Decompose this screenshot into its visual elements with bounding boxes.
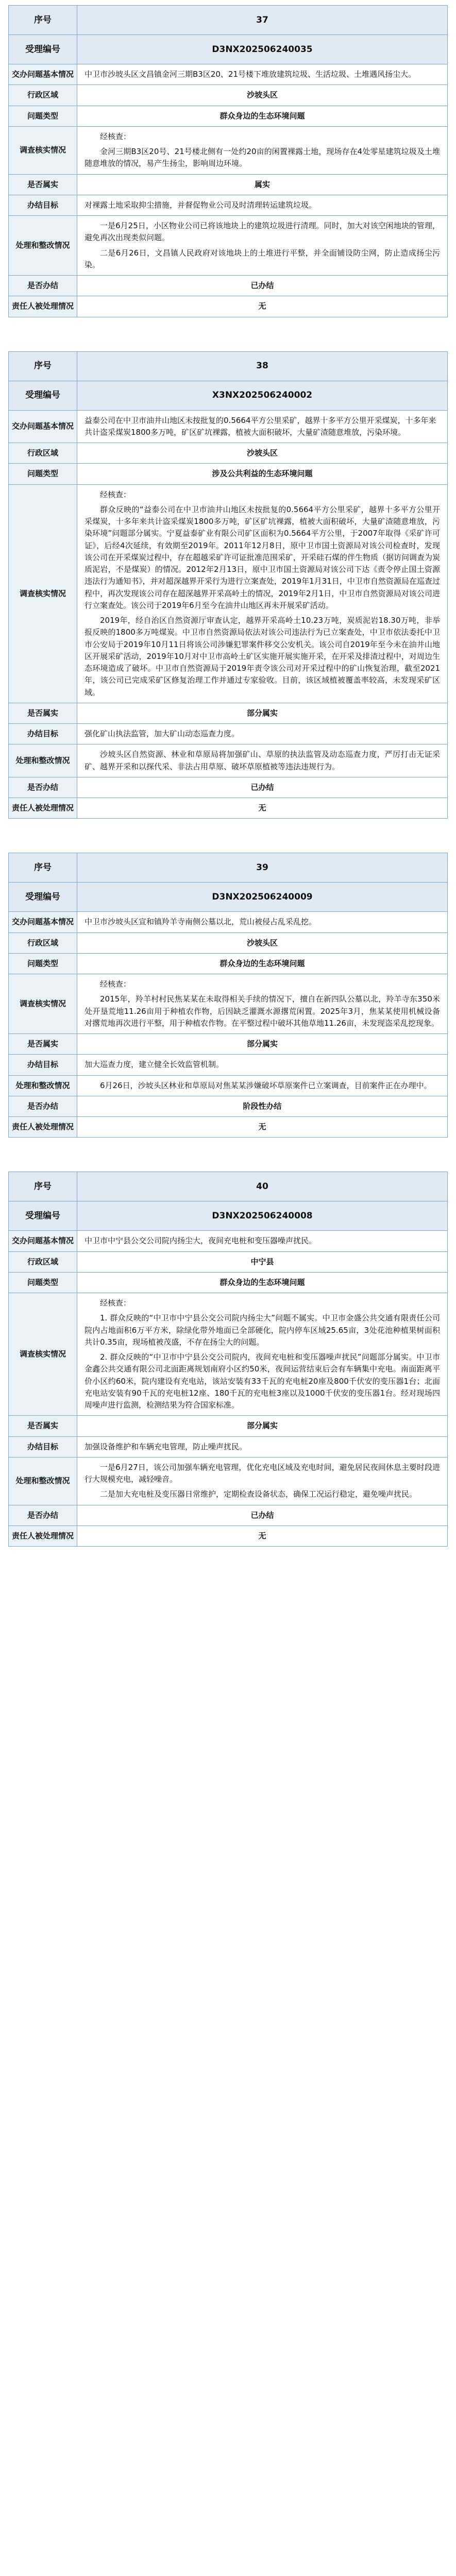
label-no: 受理编号 (9, 35, 77, 64)
label-no: 受理编号 (9, 883, 77, 912)
truth-value: 部分属实 (77, 1034, 448, 1055)
seq-value: 40 (77, 1172, 448, 1201)
verify-content (77, 126, 448, 174)
label-done: 是否办结 (9, 276, 77, 296)
truth-value: 部分属实 (77, 1416, 448, 1436)
handle-content (77, 1075, 448, 1096)
area-value: 沙坡头区 (77, 443, 448, 464)
label-type: 问题类型 (9, 464, 77, 484)
label-done: 是否办结 (9, 1505, 77, 1526)
label-handle: 处理和整改情况 (9, 216, 77, 276)
verify-paragraph: 经核查： (100, 131, 131, 141)
record-table (8, 853, 448, 1138)
label-verify: 调查核实情况 (9, 1293, 77, 1416)
done-value: 已办结 (77, 1505, 448, 1526)
label-handle: 处理和整改情况 (9, 1075, 77, 1096)
goal-value: 对裸露土地采取抑尘措施，并督促物业公司及时清理转运建筑垃圾。 (77, 195, 448, 215)
verify-content (77, 974, 448, 1034)
case-number: X3NX202506240002 (77, 381, 448, 410)
case-number: D3NX202506240008 (77, 1201, 448, 1231)
handle-paragraph: 二是加大充电桩及变压器日常维护，定期检查设备状态，确保工况运行稳定，避免噪声扰民。 (100, 1489, 417, 1499)
case-number: D3NX202506240009 (77, 883, 448, 912)
resp-value: 无 (77, 1526, 448, 1546)
label-area: 行政区域 (9, 443, 77, 464)
handle-content (77, 744, 448, 777)
label-basic: 交办问题基本情况 (9, 1231, 77, 1251)
area-value: 沙坡头区 (77, 85, 448, 106)
verify-paragraph: 经核查： (100, 489, 131, 499)
area-value: 中宁县 (77, 1251, 448, 1272)
label-verify: 调查核实情况 (9, 484, 77, 703)
type-value: 涉及公共利益的生态环境问题 (77, 464, 448, 484)
case-number: D3NX202506240035 (77, 35, 448, 64)
seq-value: 38 (77, 351, 448, 381)
verify-paragraph: 2019年，经自治区自然资源厅审查认定，越界开采高岭土10.23万吨，炭质泥岩18.30万吨，非举报反映的1800多万吨煤炭。中卫市自然资源局依法对该公司违法行为已立案查处，中卫市依法委托中卫市公安局于2019年10月11日将该公司涉嫌犯罪案件移交公安机关。该公司自2019年至今未在油井山地区开展采矿活动，2019年10月对中卫市高岭土矿区实施开展实施开采，在开采及排渣过程中，对周边生态环境造成了破坏。中卫市自然资源局于2019年责令该公司对开采过程中的矿山恢复治理，截至2021年，该公司已完成采矿区修复治理工作并通过专家验收。目前，该区域植被覆盖率较高，未发现采矿区域。 (85, 616, 440, 697)
label-basic: 交办问题基本情况 (9, 64, 77, 85)
verify-paragraph: 经核查： (100, 979, 131, 989)
verify-content (77, 1293, 448, 1416)
verify-paragraph: 2. 群众反映的“中卫市中宁县公交公司院内，夜间充电桩和变压器噪声扰民”问题部分属实。中卫市金鑫公共交通有限公司北面距离规划南府小区约50米，夜间运营结束后会有车辆集中充电。南面距离平价小区约60米，院内建设有充电站，该站安装有33千瓦的充电桩20座及800千伏安的变压器1台；北面充电站安装有90千瓦的充电桩12座、180千瓦的充电桩3座以及1000千伏安的变压器1台。经对现场四周噪声进行监测，检测结果为符合国家标准。 (85, 1352, 440, 1410)
handle-paragraph: 二是6月26日，文昌镇人民政府对该地块上的土堆进行平整，并全面铺设防尘网，防止造成扬尘污染。 (85, 248, 440, 269)
label-no: 受理编号 (9, 381, 77, 410)
label-done: 是否办结 (9, 1096, 77, 1116)
label-verify: 调查核实情况 (9, 974, 77, 1034)
basic-situation: 中卫市沙坡头区宣和镇羚羊寺南侧公墓以北，荒山被侵占乱采乱挖。 (77, 912, 448, 933)
label-verify: 调查核实情况 (9, 126, 77, 174)
resp-value: 无 (77, 1117, 448, 1138)
verify-paragraph: 经核查： (100, 1298, 131, 1308)
area-value: 沙坡头区 (77, 933, 448, 953)
label-seq: 序号 (9, 351, 77, 381)
type-value: 群众身边的生态环境问题 (77, 106, 448, 126)
done-value: 已办结 (77, 276, 448, 296)
label-handle: 处理和整改情况 (9, 1457, 77, 1505)
handle-paragraph: 6月26日，沙坡头区林业和草原局对焦某某涉嫌破坏草原案件已立案调查，目前案件正在办理中。 (100, 1080, 432, 1090)
label-goal: 办结目标 (9, 1436, 77, 1457)
label-area: 行政区域 (9, 1251, 77, 1272)
label-seq: 序号 (9, 6, 77, 35)
goal-value: 加大巡查力度，建立健全长效监管机制。 (77, 1055, 448, 1075)
handle-content (77, 216, 448, 276)
resp-value: 无 (77, 798, 448, 819)
goal-value: 强化矿山执法监管，加大矿山动态巡查力度。 (77, 724, 448, 744)
label-goal: 办结目标 (9, 1055, 77, 1075)
resp-value: 无 (77, 296, 448, 317)
label-goal: 办结目标 (9, 724, 77, 744)
label-truth: 是否属实 (9, 174, 77, 195)
verify-paragraph: 2015年，羚羊村村民焦某某在未取得相关手续的情况下，擅自在新四队公墓以北，羚羊寺东350米处开垦荒地11.26亩用于种植农作物，后因缺乏灌溉水源撂荒闲置。2025年3月，焦某某使用机械设备对撂荒地再次进行平整，用于种植农作物。在平整过程中破坏其他草地11.26亩，未发现盗采乱挖现象。 (85, 994, 440, 1028)
label-basic: 交办问题基本情况 (9, 912, 77, 933)
done-value: 已办结 (77, 777, 448, 798)
done-value: 阶段性办结 (77, 1096, 448, 1116)
handle-paragraph: 一是6月27日，该公司加强车辆充电管理，优化充电区域及充电时间，避免居民夜间休息主要时段进行大规模充电，减轻噪音。 (85, 1462, 440, 1484)
truth-value: 部分属实 (77, 703, 448, 723)
label-goal: 办结目标 (9, 195, 77, 215)
record-table (8, 5, 448, 317)
record-table (8, 1172, 448, 1547)
basic-situation: 中卫市中宁县公交公司院内扬尘大，夜间充电桩和变压器噪声扰民。 (77, 1231, 448, 1251)
verify-paragraph: 群众反映的“益泰公司在中卫市油井山地区未按批复的0.5664平方公里采矿，越界十多平方公里开采煤炭，十多年来共计盗采煤炭1800多万吨，矿区矿坑裸露，植被大面积破坏，大量矿渣随意堆放，污染环境”问题部分属实。宁夏益泰矿业有限公司矿区面积为0.5664平方公里，于2007年取得《采矿许可证》，后经4次延续，有效期至2019年。2011年12月8日，原中卫市国土资源局对该公司检查时，发现该公司在开采煤炭过程中，存在超越采矿许可证批准范围采矿，开采硅石煤的伴生物质（据访问调查为炭质泥岩，不是煤炭）的情况。2012年2月13日，原中卫市国土资源局对该公司下达《责令停止国土资源违法行为通知书》，并对超深越界开采行为进行立案查处，2019年1月31日，中卫市自然资源局在巡查过程中，再次发现该公司存在超深越界开采高岭土的情况，2019年2月1日，中卫市自然资源局对该公司进行立案查处。该公司于2019年6月至今在油井山地区再未开展采矿活动。 (85, 504, 441, 610)
label-truth: 是否属实 (9, 1034, 77, 1055)
type-value: 群众身边的生态环境问题 (77, 953, 448, 974)
verify-paragraph: 1. 群众反映的“中卫市中宁县公交公司院内扬尘大”问题不属实。中卫市金盛公共交通有限责任公司院内占地面积6万平方米，除绿化带外地面已全部硬化，院内停车区域25.65亩，3处花池种植果树面积共计0.35亩，现场植被茂盛，不存在扬尘大的问题。 (85, 1313, 440, 1347)
label-truth: 是否属实 (9, 703, 77, 723)
truth-value: 属实 (77, 174, 448, 195)
handle-paragraph: 一是6月25日，小区物业公司已将该地块上的建筑垃圾进行清理。同时，加大对该空闲地块的管理，避免再次出现类似问题。 (85, 221, 440, 243)
label-resp: 责任人被处理情况 (9, 296, 77, 317)
seq-value: 39 (77, 853, 448, 883)
seq-value: 37 (77, 6, 448, 35)
label-resp: 责任人被处理情况 (9, 1117, 77, 1138)
goal-value: 加强设备维护和车辆充电管理，防止噪声扰民。 (77, 1436, 448, 1457)
label-seq: 序号 (9, 853, 77, 883)
basic-situation: 益泰公司在中卫市油井山地区未按批复的0.5664平方公里采矿，越界十多平方公里开采煤炭，十多年来共计盗采煤炭1800多万吨，矿区矿坑裸露，植被大面积破坏，大量矿渣随意堆放，污染环境。 (77, 410, 448, 443)
handle-paragraph: 沙坡头区自然资源、林业和草原局将加强矿山、草原的执法监管及动态巡查力度，严厉打击无证采矿、越界开采和以探代采、非法占用草原、破坏草原植被等违法违规行为。 (85, 750, 440, 771)
label-seq: 序号 (9, 1172, 77, 1201)
label-truth: 是否属实 (9, 1416, 77, 1436)
label-resp: 责任人被处理情况 (9, 798, 77, 819)
label-basic: 交办问题基本情况 (9, 410, 77, 443)
records-list (8, 5, 448, 1547)
label-type: 问题类型 (9, 106, 77, 126)
label-type: 问题类型 (9, 953, 77, 974)
label-area: 行政区域 (9, 933, 77, 953)
type-value: 群众身边的生态环境问题 (77, 1272, 448, 1293)
handle-content (77, 1457, 448, 1505)
label-resp: 责任人被处理情况 (9, 1526, 77, 1546)
verify-content (77, 484, 448, 703)
record-table (8, 351, 448, 819)
label-area: 行政区域 (9, 85, 77, 106)
label-done: 是否办结 (9, 777, 77, 798)
label-type: 问题类型 (9, 1272, 77, 1293)
basic-situation: 中卫市沙坡头区文昌镇金河三期B3区20、21号楼下堆放建筑垃圾、生活垃圾、土堆遇风扬尘大。 (77, 64, 448, 85)
verify-paragraph: 金河三期B3区20号、21号楼北侧有一处约20亩的闲置裸露土地，现场存在4处零星建筑垃圾及土堆随意堆放的情况，易产生扬尘，影响周边环境。 (85, 147, 440, 168)
label-no: 受理编号 (9, 1201, 77, 1231)
label-handle: 处理和整改情况 (9, 744, 77, 777)
